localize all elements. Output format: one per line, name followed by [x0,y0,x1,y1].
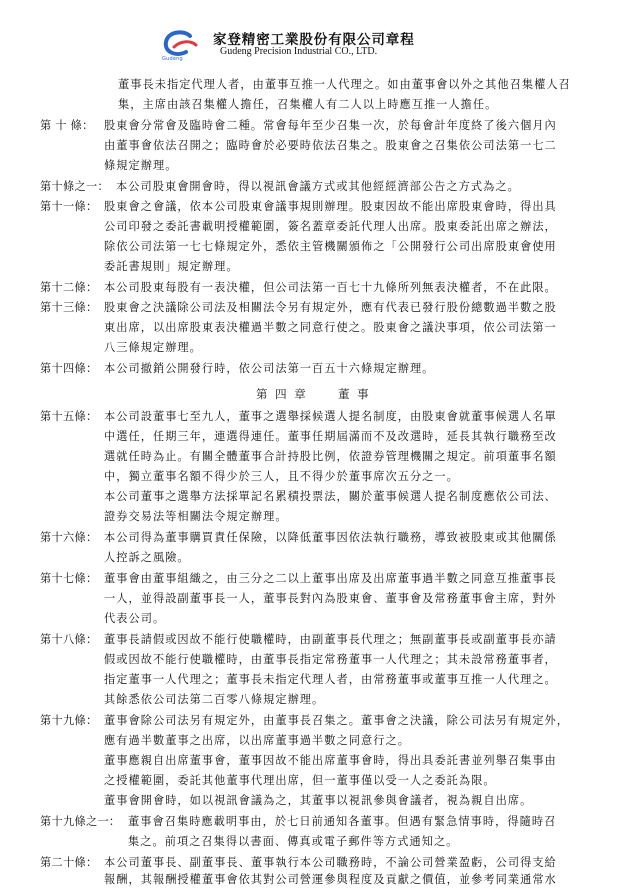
chapter-number: 第 四 章 [256,387,308,401]
text-line: 報酬，其報酬授權董事會依其對公司營運參與程度及貢獻之價值，並參考同業通常水 [104,873,557,886]
text-line: 股東會分常會及臨時會二種。常會每年至少召集一次，於每會計年度終了後六個月內 [104,119,557,132]
text-line: 本公司撤銷公開發行時，依公司法第一百五十六條規定辦理。 [104,362,435,375]
text-line: 一人，並得設副董事長一人，董事長對內為股東會、董事會及常務董事會主席，對外 [104,592,557,605]
article-label: 第二十條： [40,856,98,869]
text-line: 人控訴之風險。 [104,551,190,564]
text-line: 股東會之會議，依本公司股東會議事規則辦理。股東因故不能出席股東會時，得出具 [104,200,557,213]
text-line: 董事會由董事組織之，由三分之二以上董事出席及出席董事過半數之同意互推董事長 [104,572,557,585]
text-line: 董事應親自出席董事會，董事因故不能出席董事會時，得出具委託書並列舉召集事由 [104,754,557,767]
text-line: 證券交易法等相關法令規定辦理。 [104,510,288,523]
article-label: 第十八條： [40,633,98,646]
text-line: 條規定辦理。 [104,159,178,172]
company-logo [160,30,200,64]
logo-wordmark: Gudeng [162,56,183,62]
text-line: 假或因故不能行使職權時，由董事長指定常務董事一人代理之；其未設常務董事者， [104,653,557,666]
text-line: 代表公司。 [104,612,166,625]
article-label: 第十五條： [40,410,98,423]
text-line: 中選任，任期三年，連選得連任。董事任期屆滿而不及改選時，延長其執行職務至改 [104,430,557,443]
text-line: 董事會召集時應載明事由，於七日前通知各董事。但遇有緊急情事時，得隨時召 [128,815,557,828]
text-line: 八三條規定辦理。 [104,341,202,354]
company-name-english: Gudeng Precision Industrial CO., LTD. [220,46,378,57]
article-label: 第十九條之一： [40,815,121,828]
text-line: 除依公司法第一七七條規定外，悉依主管機關頒佈之「公開發行公司出席股東會使用 [104,240,557,253]
text-line: 委託書規則」規定辦理。 [104,260,239,273]
article-label: 第 十 條： [40,119,94,132]
article-label: 第十九條： [40,714,98,727]
text-line: 集，主席由該召集權人擔任，召集權人有二人以上時應互推一人擔任。 [118,98,498,111]
chapter-title: 董 事 [338,387,371,401]
text-line: 董事會開會時，如以視訊會議為之，其董事以視訊參與會議者，視為親自出席。 [104,794,533,807]
text-line: 董事長未指定代理人者，由董事互推一人代理之。如由董事會以外之其他召集權人召 [118,78,571,91]
article-label: 第十六條： [40,531,98,544]
text-line: 董事長請假或因故不能行使職權時，由副董事長代理之；無副董事長或副董事長亦請 [104,633,557,646]
text-line: 指定董事一人代理之；董事長未指定代理人者，由常務董事或董事互推一人代理之。 [104,673,557,686]
article-label: 第十二條： [40,281,98,294]
text-line: 之授權範圍，委託其他董事代理出席，但一董事僅以受一人之委託為限。 [104,774,496,787]
text-line: 東出席，以出席股東表決權過半數之同意行使之。股東會之議決事項，依公司法第一 [104,321,557,334]
text-line: 集之。前項之召集得以書面、傳真或電子郵件等方式通知之。 [128,835,459,848]
text-line: 公司印發之委託書載明授權範圍，簽名蓋章委託代理人出席。股東委託出席之辦法， [104,220,557,233]
text-line: 選就任時為止。有關全體董事合計持股比例，依證券管理機關之規定。前項董事名額 [104,450,557,463]
company-name-chinese: 家登精密工業股份有限公司章程 [213,32,415,48]
text-line: 董事會除公司法另有規定外，由董事長召集之。董事會之決議，除公司法另有規定外， [104,714,570,727]
text-line: 本公司設董事七至九人，董事之選舉採候選人提名制度，由股東會就董事候選人名單 [104,410,557,423]
text-line: 本公司股東會開會時，得以視訊會議方式或其他經經濟部公告之方式為之。 [116,180,520,193]
article-label: 第十條之一： [40,180,109,193]
article-label: 第十四條： [40,362,98,375]
text-line: 中，獨立董事名額不得少於三人，且不得少於董事席次五分之一。 [104,470,459,483]
text-line: 本公司董事之選舉方法採單記名累積投票法，關於董事候選人提名制度應依公司法、 [104,490,557,503]
text-line: 應有過半數董事之出席，以出席董事過半數之同意行之。 [104,734,410,747]
text-line: 其餘悉依公司法第二百零八條規定辦理。 [104,693,325,706]
article-label: 第十七條： [40,572,98,585]
text-line: 由董事會依法召開之；臨時會於必要時依法召集之。股東會之召集依公司法第一七二 [104,139,557,152]
page-header [160,26,480,66]
text-line: 本公司得為董事購買責任保險，以降低董事因依法執行職務，導致被股東或其他關係 [104,531,557,544]
article-label: 第十三條： [40,301,98,314]
text-line: 股東會之決議除公司法及相關法令另有規定外，應有代表已發行股份總數過半數之股 [104,301,557,314]
article-label: 第十一條： [40,200,98,213]
text-line: 本公司股東每股有一表決權，但公司法第一百七十九條所列無表決權者，不在此限。 [104,281,557,294]
text-line: 本公司董事長、副董事長、董事執行本公司職務時，不論公司營業盈虧，公司得支給 [104,856,557,869]
